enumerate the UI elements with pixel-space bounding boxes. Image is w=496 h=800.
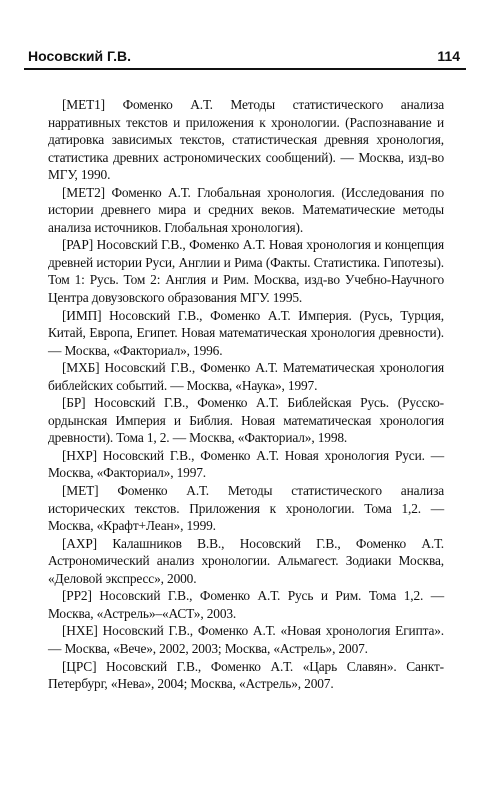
bibliography-entry: [НХР] Носовский Г.В., Фоменко А.Т. Новая хронология Руси. — Москва, «Факториал», 1997. <box>48 447 444 481</box>
bibliography-entry: [ИМП] Носовский Г.В., Фоменко А.Т. Империя. (Русь, Турция, Китай, Европа, Египет. Новая математическая хронология древности). — Москва, «Факториал», 1996. <box>48 307 444 358</box>
bibliography-entry: [МЕТ2] Фоменко А.Т. Глобальная хронология. (Исследования по истории древнего мира и средних веков. Математические методы анализа источников. Глобальная хронология). <box>48 184 444 235</box>
page-header <box>28 42 460 64</box>
bibliography-entry: [АХР] Калашников В.В., Носовский Г.В., Фоменко А.Т. Астрономический анализ хронологии. Альмагест. Зодиаки Москва, «Деловой экспресс», 2000. <box>48 535 444 586</box>
bibliography-entry: [БР] Носовский Г.В., Фоменко А.Т. Библейская Русь. (Русско-ордынская Империя и Библия. Новая математическая хронология древности). Тома 1, 2. — Москва, «Факториал», 1998. <box>48 395 444 446</box>
bibliography-entry: [РР2] Носовский Г.В., Фоменко А.Т. Русь и Рим. Тома 1,2. — Москва, «Астрель»–«АСТ», 2003. <box>48 588 444 621</box>
bibliography-entry: [ЦРС] Носовский Г.В., Фоменко А.Т. «Царь Славян». Санкт-Петербург, «Нева», 2004; Москва, «Астрель», 2007. <box>48 658 444 692</box>
bibliography-entry: [МЕТ] Фоменко А.Т. Методы статистического анализа исторических текстов. Приложения к хронологии. Тома 1,2. — Москва, «Крафт+Леан», 1999. <box>48 483 444 534</box>
bibliography <box>48 96 444 693</box>
bibliography-entry: [МХБ] Носовский Г.В., Фоменко А.Т. Математическая хронология библейских событий. — Москва, «Наука», 1997. <box>48 360 444 393</box>
running-head-author: Носовский Г.В. <box>28 48 132 64</box>
bibliography-entry: [НХЕ] Носовский Г.В., Фоменко А.Т. «Новая хронология Египта». — Москва, «Вече», 2002, 2003; Москва, «Астрель», 2007. <box>48 623 444 656</box>
bibliography-entry: [РАР] Носовский Г.В., Фоменко А.Т. Новая хронология и концепция древней истории Руси, Англии и Рима (Факты. Статистика. Гипотезы). Том 1: Русь. Том 2: Англия и Рим. Москва, изд-во Учебно-Научного Центра довузовского образования МГУ. 1995. <box>48 237 444 306</box>
header-rule <box>24 68 466 70</box>
page-number: 114 <box>437 48 460 64</box>
bibliography-entry: [МЕТ1] Фоменко А.Т. Методы статистического анализа нарративных текстов и приложения к хронологии. (Распознавание и датировка зависимых текстов, статистическая древняя хронология, статистика древних астрономических сообщений). — Москва, изд-во МГУ, 1990. <box>48 97 444 183</box>
